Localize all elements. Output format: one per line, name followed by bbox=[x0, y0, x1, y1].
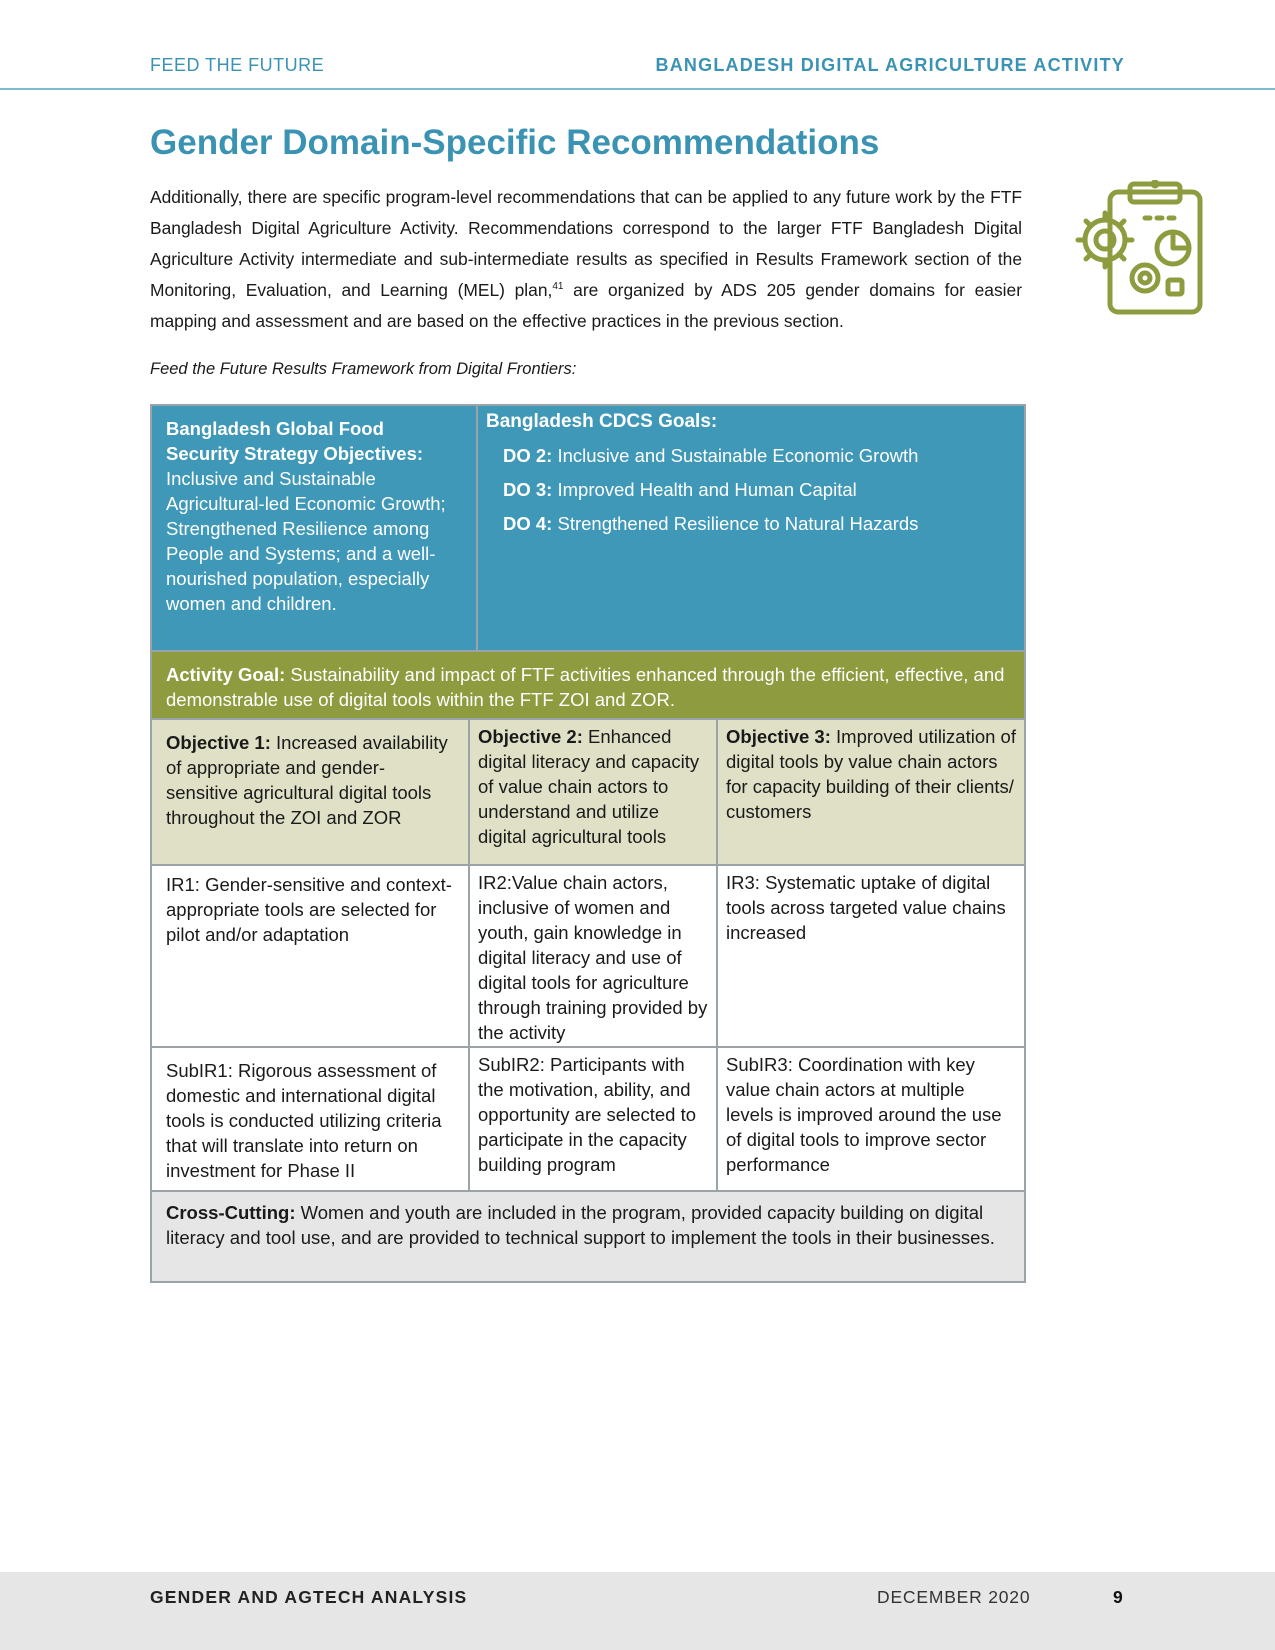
objective-cell bbox=[152, 720, 470, 864]
objective-label: Objective 3: bbox=[726, 726, 831, 747]
do-text: Strengthened Resilience to Natural Hazards bbox=[552, 513, 919, 534]
objective-label: Objective 2: bbox=[478, 726, 583, 747]
header-divider bbox=[0, 88, 1275, 90]
activity-goal-row bbox=[152, 652, 1024, 720]
ir-cell: IR3: Systematic uptake of digital tools across targeted value chains increased bbox=[726, 872, 1006, 943]
subir-cell: SubIR2: Participants with the motivation, ability, and opportunity are selected to participate in the capacity building program bbox=[470, 1048, 718, 1190]
subir-row bbox=[152, 1048, 1024, 1192]
strategy-row bbox=[152, 406, 1024, 652]
footer-band bbox=[0, 1572, 1275, 1650]
objective-cell bbox=[470, 720, 718, 864]
do-code: DO 3: bbox=[503, 479, 553, 500]
cross-cutting-row bbox=[152, 1192, 1024, 1281]
do-text: Improved Health and Human Capital bbox=[552, 479, 857, 500]
do-code: DO 4: bbox=[503, 513, 553, 534]
header-right-text: BANGLADESH DIGITAL AGRICULTURE ACTIVITY bbox=[655, 55, 1125, 75]
cross-cutting-label: Cross-Cutting: bbox=[166, 1202, 296, 1223]
do-text: Inclusive and Sustainable Economic Growth bbox=[552, 445, 919, 466]
page-title: Gender Domain-Specific Recommendations bbox=[150, 123, 880, 162]
activity-goal-label: Activity Goal: bbox=[166, 664, 286, 685]
cdcs-goals-cell bbox=[478, 406, 1024, 650]
ir-row bbox=[152, 866, 1024, 1048]
ir-cell: IR2:Value chain actors, inclusive of women and youth, gain knowledge in digital literacy and use of digital tools for agriculture through training provided by the activity bbox=[470, 866, 718, 1046]
gfss-heading: Bangladesh Global Food Security Strategy Objectives: bbox=[166, 418, 424, 464]
page-number: 9 bbox=[1113, 1587, 1123, 1607]
footnote-ref[interactable]: 41 bbox=[552, 281, 564, 293]
do-item bbox=[486, 473, 1016, 507]
gear-clipboard-chart-icon bbox=[1070, 180, 1212, 320]
header-left-text: FEED THE FUTURE bbox=[150, 55, 325, 75]
gfss-text: Inclusive and Sustainable Agricultural-led Economic Growth; Strengthened Resilience among People and Systems; and a well-nourished population, especially women and children. bbox=[166, 468, 446, 614]
cross-cutting-text: Women and youth are included in the program, provided capacity building on digital literacy and tool use, and are provided to technical support to implement the tools in their businesses. bbox=[166, 1202, 995, 1248]
do-code: DO 2: bbox=[503, 445, 553, 466]
objective-text: Enhanced digital literacy and capacity of value chain actors to understand and utilize digital agricultural tools bbox=[478, 726, 700, 847]
do-item bbox=[486, 439, 1016, 473]
results-framework-table bbox=[150, 404, 1026, 1283]
activity-goal-text: Sustainability and impact of FTF activities enhanced through the efficient, effective, and demonstrable use of digital tools within the FTF ZOI and ZOR. bbox=[166, 664, 1005, 710]
objective-text: Improved utilization of digital tools by value chain actors for capacity building of their clients/ customers bbox=[726, 726, 1016, 822]
gfss-objectives-cell bbox=[152, 406, 478, 650]
objective-cell bbox=[718, 720, 1024, 864]
subir-cell: SubIR3: Coordination with key value chain actors at multiple levels is improved around the use of digital tools to improve sector performance bbox=[726, 1054, 1002, 1175]
objective-text: Increased availability of appropriate and gender-sensitive agricultural digital tools throughout the ZOI and ZOR bbox=[166, 732, 448, 828]
subir-cell: SubIR1: Rigorous assessment of domestic and international digital tools is conducted utilizing criteria that will translate into return on investment for Phase II bbox=[152, 1048, 470, 1190]
objective-label: Objective 1: bbox=[166, 732, 271, 753]
intro-text: Additionally, there are specific program-level recommendations that can be applied to any future work by the FTF Bangladesh Digital Agriculture Activity. Recommendations correspond to the larger FTF Bangladesh Digital Agriculture Activity intermediate and sub-intermediate results as specified in Results Framework section of the Monitoring, Evaluation, and Learning (MEL) plan, bbox=[150, 187, 1022, 300]
footer-doc-title: GENDER AND AGTECH ANALYSIS bbox=[150, 1587, 468, 1607]
intro-text-cont: are organized by ADS 205 gender domains for easier mapping and assessment and are based on the effective practices in the previous section. bbox=[150, 280, 1022, 331]
footer-date: DECEMBER 2020 bbox=[877, 1587, 1031, 1607]
do-item bbox=[486, 507, 1016, 541]
intro-paragraph bbox=[150, 182, 1022, 337]
objectives-row bbox=[152, 720, 1024, 866]
ir-cell: IR1: Gender-sensitive and context-appropriate tools are selected for pilot and/or adaptation bbox=[152, 866, 470, 1046]
figure-caption: Feed the Future Results Framework from Digital Frontiers: bbox=[150, 360, 577, 378]
cdcs-heading: Bangladesh CDCS Goals: bbox=[486, 411, 718, 432]
